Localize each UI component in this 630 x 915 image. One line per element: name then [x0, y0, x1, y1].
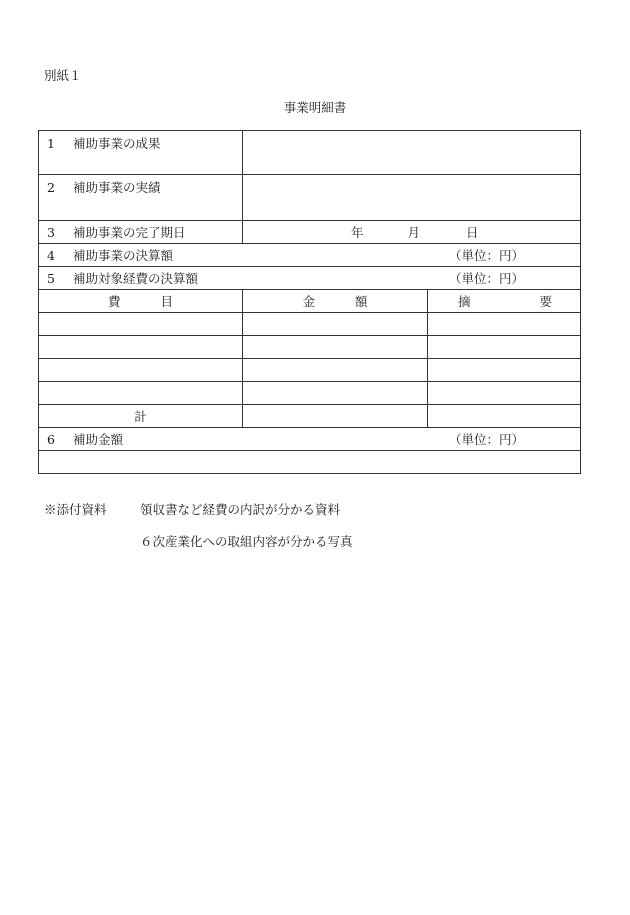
unit-label: （単位：円）: [448, 248, 524, 263]
completion-date-field[interactable]: [243, 221, 581, 244]
note-cell[interactable]: [428, 382, 581, 405]
document-label: 別紙１: [44, 68, 82, 83]
attachments-label: ※添付資料: [44, 502, 107, 517]
row-label: 補助事業の成果: [73, 136, 161, 151]
row-number: 4: [47, 248, 55, 263]
row-label-subsidy-amount: [39, 428, 581, 451]
expense-item-cell[interactable]: [39, 336, 243, 359]
row-number: 3: [47, 225, 55, 240]
table-row: [39, 175, 581, 221]
subsidy-amount-field[interactable]: [39, 451, 581, 474]
note-cell[interactable]: [428, 313, 581, 336]
expense-detail-table: [38, 130, 581, 474]
amount-cell[interactable]: [243, 336, 428, 359]
header-note: [428, 290, 581, 313]
table-row: [39, 428, 581, 451]
table-row: [39, 244, 581, 267]
table-row: [39, 267, 581, 290]
row-number: 1: [47, 136, 55, 151]
year-label: 年: [351, 225, 364, 240]
results-field[interactable]: [243, 131, 581, 175]
header-amount: [243, 290, 428, 313]
row-label: 補助事業の決算額: [73, 248, 174, 263]
attachments-line-1: [44, 500, 340, 518]
expense-item-cell[interactable]: [39, 313, 243, 336]
amount-cell[interactable]: [243, 359, 428, 382]
row-label: 補助対象経費の決算額: [73, 271, 199, 286]
row-number: 6: [47, 432, 55, 447]
row-label: 補助事業の完了期日: [73, 225, 186, 240]
total-label: 計: [39, 405, 243, 428]
row-number: 5: [47, 271, 55, 286]
total-note-cell[interactable]: [428, 405, 581, 428]
table-row: [39, 382, 581, 405]
day-label: 日: [466, 225, 479, 240]
row-label-eligible-settlement: [39, 267, 581, 290]
total-amount-cell[interactable]: [243, 405, 428, 428]
header-char: 目: [160, 294, 174, 309]
performance-field[interactable]: [243, 175, 581, 221]
attachment-item: 領収書など経費の内訳が分かる資料: [140, 502, 341, 517]
row-label-completion-date: [39, 221, 243, 244]
header-char: 要: [539, 294, 552, 309]
amount-cell[interactable]: [243, 313, 428, 336]
document-title: 事業明細書: [283, 100, 347, 115]
table-row: [39, 131, 581, 175]
row-label-performance: [39, 175, 243, 221]
header-char: 摘: [458, 294, 471, 309]
table-row: [39, 221, 581, 244]
row-label: 補助金額: [73, 432, 124, 447]
note-cell[interactable]: [428, 336, 581, 359]
month-label: 月: [407, 225, 421, 240]
row-label-settlement: [39, 244, 581, 267]
unit-label: （単位：円）: [448, 271, 524, 286]
header-char: 金: [302, 294, 315, 309]
header-char: 費: [107, 294, 121, 309]
table-row: [39, 313, 581, 336]
header-char: 額: [355, 294, 368, 309]
row-label-results: [39, 131, 243, 175]
unit-label: （単位：円）: [448, 432, 524, 447]
header-expense-item: [39, 290, 243, 313]
expense-item-cell[interactable]: [39, 382, 243, 405]
amount-cell[interactable]: [243, 382, 428, 405]
expense-header-row: [39, 290, 581, 313]
table-row: [39, 359, 581, 382]
table-row: [39, 336, 581, 359]
expense-item-cell[interactable]: [39, 359, 243, 382]
table-row: [39, 451, 581, 474]
row-label: 補助事業の実績: [73, 180, 161, 195]
attachment-item: ６次産業化への取組内容が分かる写真: [140, 534, 353, 549]
note-cell[interactable]: [428, 359, 581, 382]
total-row: [39, 405, 581, 428]
row-number: 2: [47, 180, 55, 195]
